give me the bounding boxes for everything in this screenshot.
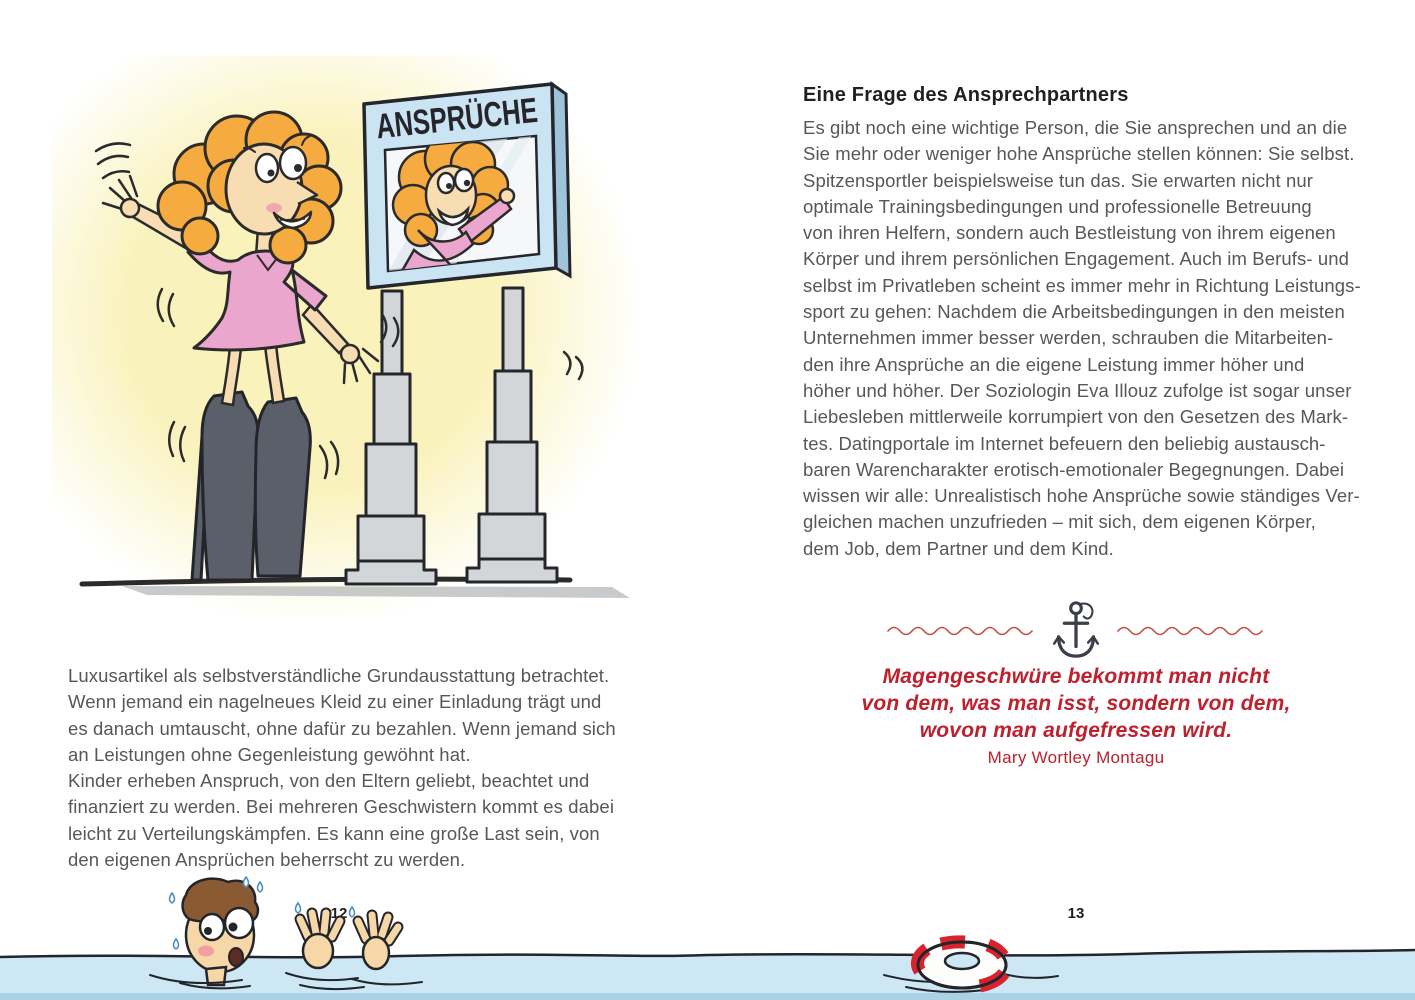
text-line: sport zu gehen: Nachdem die Arbeitsbedingungen in den meisten [803, 301, 1345, 323]
right-page [707, 0, 1415, 1000]
text-line: von dem, was man isst, sondern von dem, [861, 692, 1291, 715]
text-line: Unternehmen immer besser werden, schrauben die Mitarbeiten- [803, 327, 1334, 349]
text-line: optimale Trainingsbedingungen und professionelle Betreuung [803, 195, 1312, 217]
section-heading: Eine Frage des Ansprechpartners [803, 84, 1129, 106]
text-line: tes. Datingportale im Internet befeuern den beliebig austausch- [803, 432, 1326, 454]
right-body-text [803, 115, 1363, 562]
text-line: den eigenen Ansprüchen beherrscht zu werden. [68, 849, 466, 871]
page-number-right: 13 [1067, 905, 1085, 922]
text-line: dem Job, dem Partner und dem Kind. [803, 537, 1114, 559]
text-line: leicht zu Verteilungskämpfen. Es kann eine große Last sein, von [68, 822, 600, 844]
page-number-left: 12 [330, 905, 348, 922]
text-line: finanziert zu werden. Bei mehreren Geschwistern kommt es dabei [68, 796, 615, 818]
text-line: Luxusartikel als selbstverständliche Grundausstattung betrachtet. [68, 665, 610, 686]
text-line: Es gibt noch eine wichtige Person, die Sie ansprechen und an die [803, 117, 1348, 138]
left-page [0, 0, 707, 1000]
wavy-line-left-icon [886, 623, 1036, 637]
text-line: wovon man aufgefressen wird. [919, 719, 1233, 742]
text-line: gleichen machen unzufrieden – mit sich, dem eigenen Körper, [803, 511, 1316, 533]
text-line: baren Warencharakter erotisch-emotionaler Begegnungen. Dabei [803, 458, 1345, 480]
quote-divider [803, 600, 1349, 660]
wavy-line-right-icon [1116, 623, 1266, 637]
ansprueche-mirror-illustration [52, 56, 642, 646]
ansprueche-sign [364, 84, 599, 288]
text-line: an Leistungen ohne Gegenleistung gewöhnt hat. [68, 743, 471, 765]
text-line: wissen wir alle: Unrealistisch hohe Ansprüche sowie ständiges Ver- [803, 485, 1360, 507]
text-line: Kinder erheben Anspruch, von den Eltern geliebt, beachtet und [68, 770, 590, 792]
anchor-icon [1050, 599, 1102, 661]
quote-attribution: Mary Wortley Montagu [987, 748, 1165, 767]
quote-text [790, 663, 1362, 744]
text-line: Magengeschwüre bekommt man nicht [882, 665, 1270, 688]
left-body-text [68, 663, 616, 873]
text-line: selbst im Privatleben scheint es immer mehr in Richtung Leistungs- [803, 274, 1361, 296]
water-footer [0, 875, 1415, 1000]
text-line: Sie mehr oder weniger hohe Ansprüche stellen können: Sie selbst. [803, 143, 1355, 165]
text-line: den ihre Ansprüche an die eigene Leistung immer höher und [803, 353, 1305, 375]
text-line: Körper und ihrem persönlichen Engagement. Auch im Berufs- und [803, 248, 1349, 270]
text-line: höher und höher. Der Soziologin Eva Illouz zufolge ist sogar unser [803, 379, 1352, 401]
text-line: Liebesleben mittlerweile korrumpiert von den Gesetzen des Mark- [803, 406, 1349, 428]
text-line: Spitzensportler beispielsweise tun das. Sie erwarten nicht nur [803, 169, 1314, 191]
sign-label: ANSPRÜCHE [374, 84, 599, 147]
text-line: von ihren Helfern, sondern auch Bestleistung von ihrem eigenen [803, 222, 1336, 244]
deep-water-band [0, 993, 1415, 1000]
text-line: es danach umtauscht, ohne dafür zu bezahlen. Wenn jemand sich [68, 717, 616, 739]
text-line: Wenn jemand ein nagelneues Kleid zu einer Einladung trägt und [68, 691, 602, 713]
